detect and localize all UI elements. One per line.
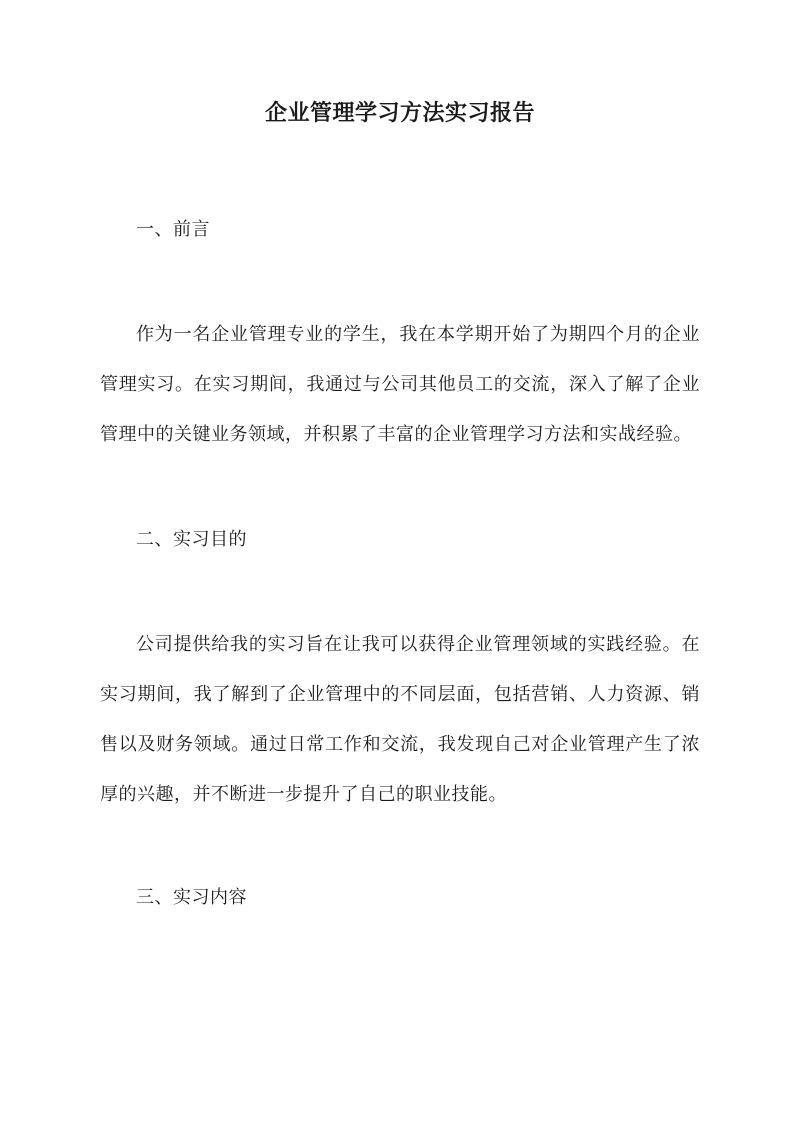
section-heading-purpose: 二、实习目的: [136, 529, 247, 550]
section-paragraph-purpose: 公司提供给我的实习旨在让我可以获得企业管理领域的实践经验。在实习期间，我了解到了企业管理中的不同层面，包括营销、人力资源、销售以及财务领域。通过日常工作和交流，我发现自己对企业管理产生了浓厚的兴趣，并不断进一步提升了自己的职业技能。: [100, 634, 700, 805]
document-title: 企业管理学习方法实习报告: [264, 100, 535, 126]
section-paragraph-preface: 作为一名企业管理专业的学生，我在本学期开始了为期四个月的企业管理实习。在实习期间，我通过与公司其他员工的交流，深入了解了企业管理中的关键业务领域，并积累了丰富的企业管理学习方法和实战经验。: [100, 324, 700, 445]
section-heading-content: 三、实习内容: [136, 887, 247, 908]
section-heading-preface: 一、前言: [136, 219, 210, 240]
